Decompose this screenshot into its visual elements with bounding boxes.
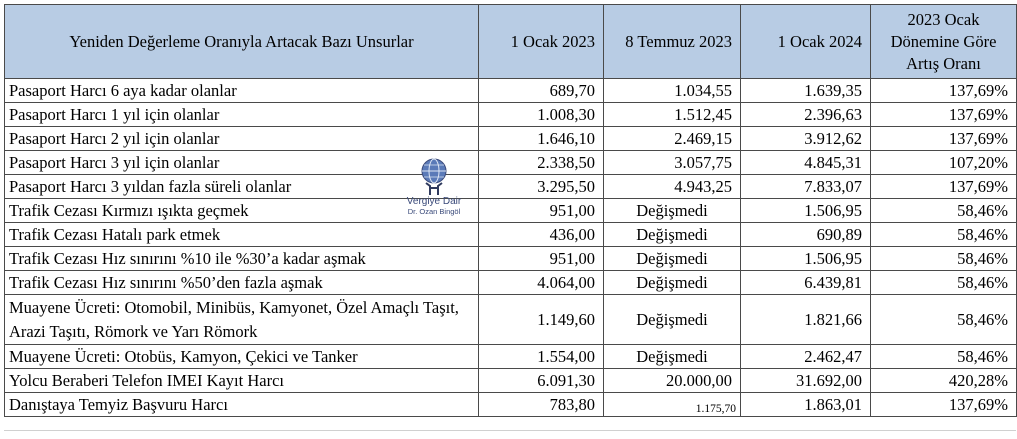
header-jul-2023: 8 Temmuz 2023 xyxy=(604,5,741,79)
item-name: Pasaport Harcı 1 yıl için olanlar xyxy=(5,103,479,127)
table-row xyxy=(5,271,1017,295)
increase-rate: 137,69% xyxy=(871,175,1017,199)
header-item: Yeniden Değerleme Oranıyla Artacak Bazı Unsurlar xyxy=(5,5,479,79)
value-jan-2024: 1.863,01 xyxy=(741,393,871,417)
item-name: Trafik Cezası Hız sınırını %10 ile %30’a kadar aşmak xyxy=(5,247,479,271)
value-jul-2023: 3.057,75 xyxy=(604,151,741,175)
item-name: Trafik Cezası Hız sınırını %50’den fazla aşmak xyxy=(5,271,479,295)
value-jul-2023: 1.175,70 xyxy=(604,393,741,417)
increase-rate: 107,20% xyxy=(871,151,1017,175)
item-name: Trafik Cezası Hatalı park etmek xyxy=(5,223,479,247)
table-row xyxy=(5,103,1017,127)
table-row xyxy=(5,199,1017,223)
rates-table xyxy=(4,4,1017,417)
value-jul-2023: 1.512,45 xyxy=(604,103,741,127)
value-jan-2023: 6.091,30 xyxy=(479,369,604,393)
increase-rate: 420,28% xyxy=(871,369,1017,393)
item-name: Pasaport Harcı 3 yıldan fazla süreli olanlar xyxy=(5,175,479,199)
increase-rate: 137,69% xyxy=(871,79,1017,103)
increase-rate: 58,46% xyxy=(871,199,1017,223)
header-row xyxy=(5,5,1017,79)
value-jul-2023: 4.943,25 xyxy=(604,175,741,199)
item-name: Pasaport Harcı 3 yıl için olanlar xyxy=(5,151,479,175)
table-row xyxy=(5,223,1017,247)
value-jul-2023: Değişmedi xyxy=(604,223,741,247)
value-jan-2023: 436,00 xyxy=(479,223,604,247)
value-jul-2023: 2.469,15 xyxy=(604,127,741,151)
value-jan-2023: 2.338,50 xyxy=(479,151,604,175)
table-row xyxy=(5,79,1017,103)
value-jul-2023: 20.000,00 xyxy=(604,369,741,393)
value-jan-2024: 4.845,31 xyxy=(741,151,871,175)
item-name: Pasaport Harcı 6 aya kadar olanlar xyxy=(5,79,479,103)
sheet-gridline xyxy=(4,430,1016,431)
value-jan-2024: 1.506,95 xyxy=(741,199,871,223)
table-row xyxy=(5,393,1017,417)
increase-rate: 58,46% xyxy=(871,271,1017,295)
increase-rate: 137,69% xyxy=(871,393,1017,417)
value-jan-2023: 1.149,60 xyxy=(479,295,604,345)
table-row xyxy=(5,369,1017,393)
increase-rate: 58,46% xyxy=(871,295,1017,345)
header-increase-rate: 2023 Ocak Dönemine Göre Artış Oranı xyxy=(871,5,1017,79)
value-jan-2023: 951,00 xyxy=(479,199,604,223)
value-jan-2024: 7.833,07 xyxy=(741,175,871,199)
table-row xyxy=(5,295,1017,345)
globe-atlas-icon xyxy=(412,156,456,196)
increase-rate: 137,69% xyxy=(871,127,1017,151)
value-jan-2023: 3.295,50 xyxy=(479,175,604,199)
value-jan-2024: 1.506,95 xyxy=(741,247,871,271)
value-jul-2023: Değişmedi xyxy=(604,247,741,271)
item-name: Pasaport Harcı 2 yıl için olanlar xyxy=(5,127,479,151)
value-jan-2024: 1.639,35 xyxy=(741,79,871,103)
value-jan-2023: 783,80 xyxy=(479,393,604,417)
increase-rate: 137,69% xyxy=(871,103,1017,127)
value-jul-2023: Değişmedi xyxy=(604,199,741,223)
value-jul-2023: Değişmedi xyxy=(604,345,741,369)
increase-rate: 58,46% xyxy=(871,345,1017,369)
header-jan-2024: 1 Ocak 2024 xyxy=(741,5,871,79)
watermark-line2: Dr. Ozan Bingöl xyxy=(407,207,461,216)
value-jan-2024: 2.396,63 xyxy=(741,103,871,127)
item-name: Trafik Cezası Kırmızı ışıkta geçmek xyxy=(5,199,479,223)
value-jan-2024: 3.912,62 xyxy=(741,127,871,151)
value-jan-2023: 689,70 xyxy=(479,79,604,103)
value-jan-2024: 1.821,66 xyxy=(741,295,871,345)
value-jan-2023: 1.008,30 xyxy=(479,103,604,127)
table-row xyxy=(5,247,1017,271)
header-jan-2023: 1 Ocak 2023 xyxy=(479,5,604,79)
value-jan-2024: 31.692,00 xyxy=(741,369,871,393)
value-jan-2023: 4.064,00 xyxy=(479,271,604,295)
table-row xyxy=(5,127,1017,151)
table-row xyxy=(5,151,1017,175)
table-row xyxy=(5,175,1017,199)
value-jan-2023: 1.554,00 xyxy=(479,345,604,369)
item-name: Muayene Ücreti: Otomobil, Minibüs, Kamyonet, Özel Amaçlı Taşıt, Arazi Taşıtı, Römork ve Yarı Römork xyxy=(5,295,479,345)
value-jan-2023: 951,00 xyxy=(479,247,604,271)
value-jan-2024: 2.462,47 xyxy=(741,345,871,369)
value-jan-2024: 690,89 xyxy=(741,223,871,247)
value-jul-2023: Değişmedi xyxy=(604,295,741,345)
increase-rate: 58,46% xyxy=(871,223,1017,247)
item-name: Muayene Ücreti: Otobüs, Kamyon, Çekici ve Tanker xyxy=(5,345,479,369)
increase-rate: 58,46% xyxy=(871,247,1017,271)
value-jul-2023: Değişmedi xyxy=(604,271,741,295)
value-jul-2023: 1.034,55 xyxy=(604,79,741,103)
watermark-line1: Vergiye Dair xyxy=(406,196,462,207)
item-name: Danıştaya Temyiz Başvuru Harcı xyxy=(5,393,479,417)
table-row xyxy=(5,345,1017,369)
watermark-logo xyxy=(393,156,475,226)
item-name: Yolcu Beraberi Telefon IMEI Kayıt Harcı xyxy=(5,369,479,393)
value-jan-2023: 1.646,10 xyxy=(479,127,604,151)
value-jan-2024: 6.439,81 xyxy=(741,271,871,295)
